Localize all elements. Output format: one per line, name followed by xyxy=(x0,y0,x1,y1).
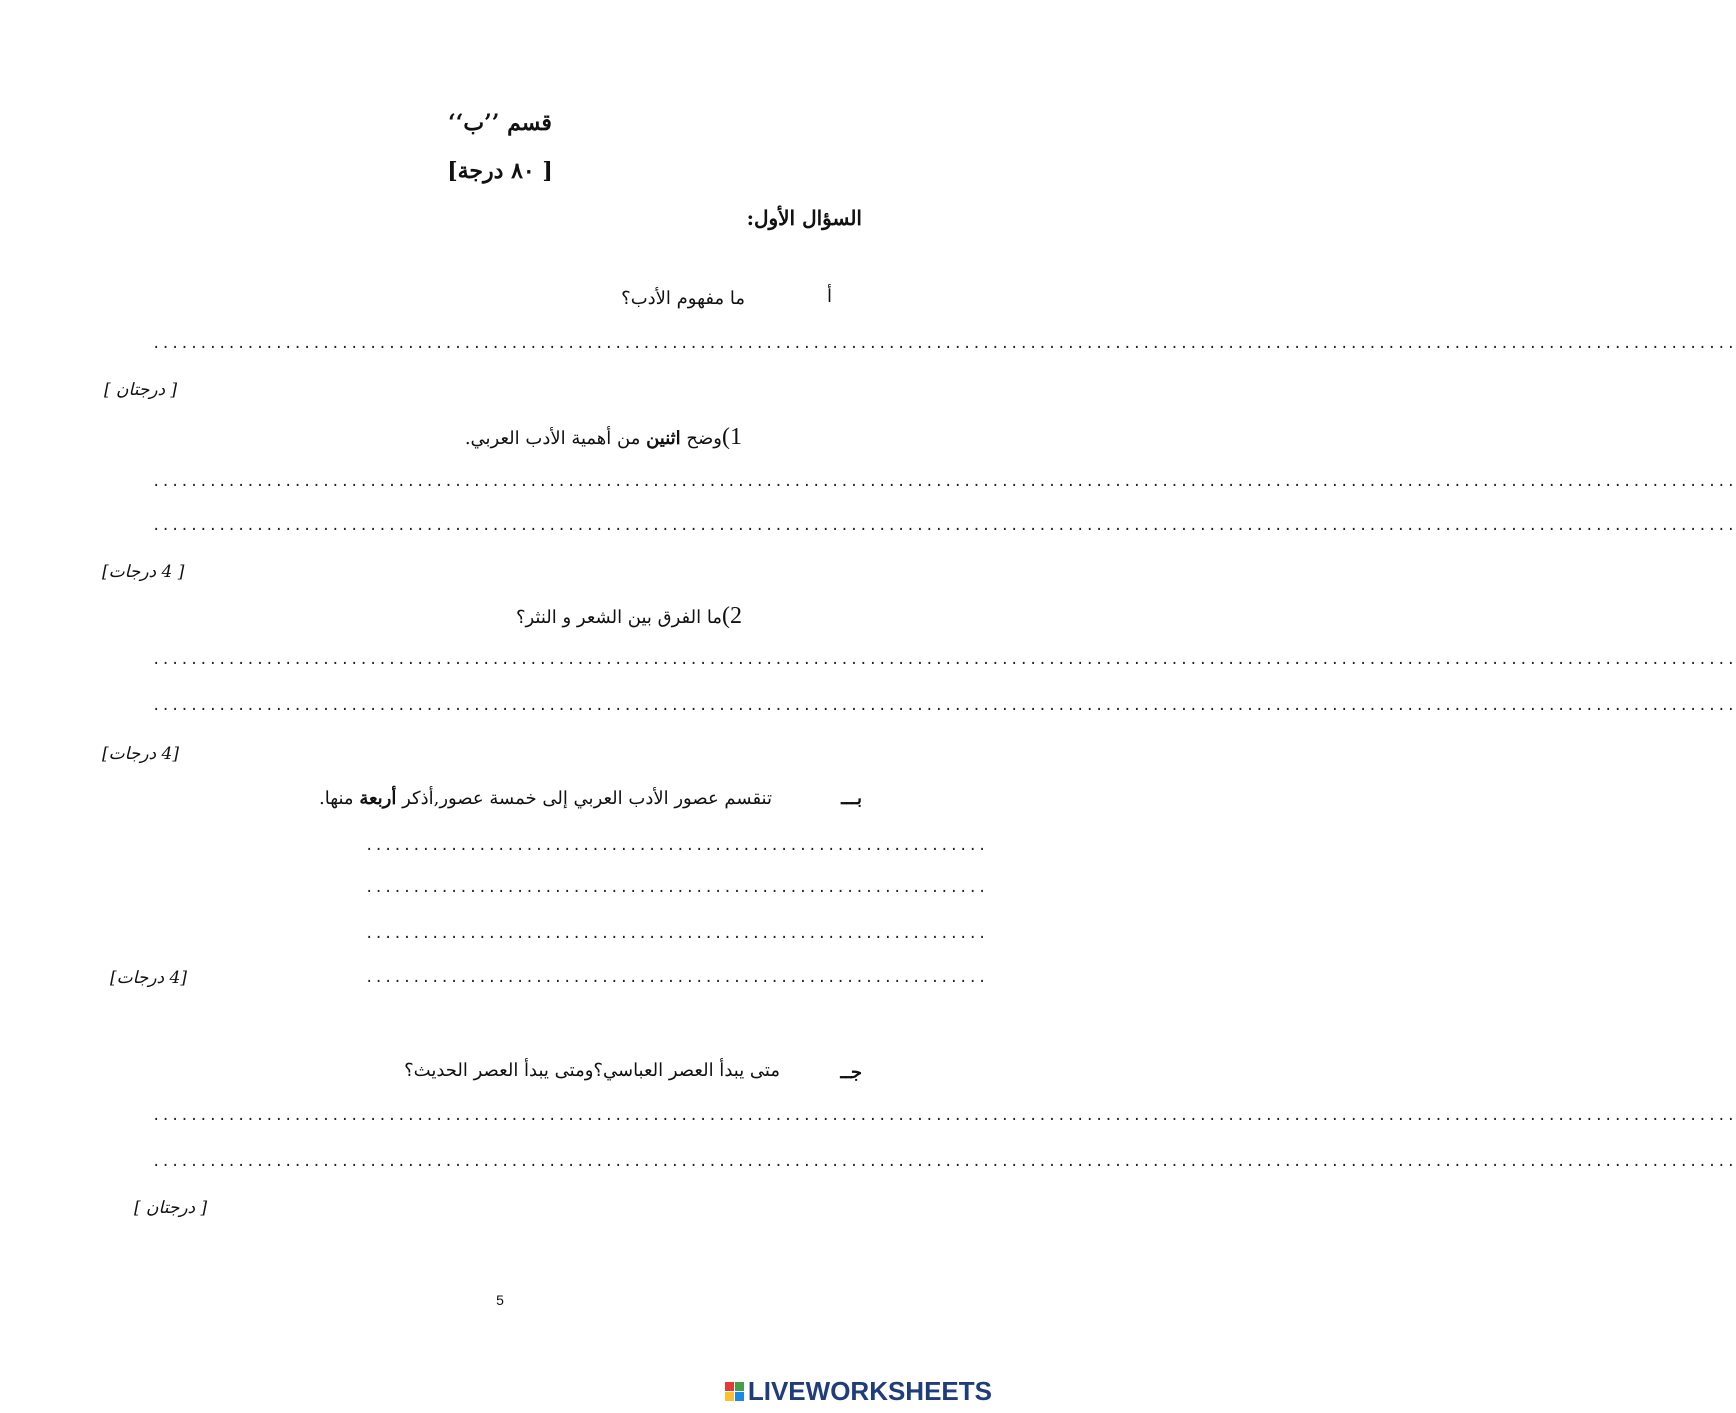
question-heading: السؤال الأول: xyxy=(746,206,862,230)
short-answer-line[interactable]: .................................................................. xyxy=(365,838,988,854)
sub1-question: 1)وضح اثنين من أهمية الأدب العربي. xyxy=(464,424,742,450)
part-c-question: متى يبدأ العصر العباسي؟ومتى يبدأ العصر الحديث؟ xyxy=(404,1060,780,1081)
part-a-letter: أ xyxy=(826,286,832,307)
part-a-question: ما مفهوم الأدب؟ xyxy=(621,288,745,309)
sub2-number: 2) xyxy=(722,603,742,629)
short-answer-line[interactable]: .................................................................. xyxy=(365,926,988,942)
part-b-marks: [4 درجات] xyxy=(110,968,187,988)
short-answer-line[interactable]: .................................................................. xyxy=(365,880,988,896)
part-c-letter: جــ xyxy=(840,1062,862,1083)
sub1-marks: [ 4 درجات] xyxy=(102,562,185,582)
part-b-question: تنقسم عصور الأدب العربي إلى خمسة عصور,أذكر أربعة منها. xyxy=(319,788,772,809)
answer-line[interactable]: ........................................................................................................................................................................ xyxy=(152,1108,1736,1124)
liveworksheets-grid-icon xyxy=(725,1382,744,1401)
answer-line[interactable]: ........................................................................................................................................................................ xyxy=(152,652,1736,668)
answer-line[interactable]: ........................................................................................................................................................................ xyxy=(152,474,1736,490)
page-number: 5 xyxy=(496,1292,504,1308)
section-title: قسم ’’ب‘‘ xyxy=(448,110,552,136)
part-b-letter: بـــ xyxy=(841,788,862,809)
sub2-question: 2)ما الفرق بين الشعر و النثر؟ xyxy=(515,603,742,629)
answer-line[interactable]: ........................................................................................................................................................................ xyxy=(152,1154,1736,1170)
answer-line[interactable]: ........................................................................................................................................................................ xyxy=(152,336,1736,352)
brand-text: LIVEWORKSHEETS xyxy=(747,1375,992,1406)
total-marks: [ ٨٠ درجة] xyxy=(447,158,553,184)
sub2-marks: [4 درجات] xyxy=(102,744,179,764)
short-answer-line[interactable]: .................................................................. xyxy=(365,970,988,986)
sub1-number: 1) xyxy=(722,424,742,450)
answer-line[interactable]: ........................................................................................................................................................................ xyxy=(152,518,1736,534)
part-c-marks: [ درجتان ] xyxy=(134,1198,208,1218)
answer-line[interactable]: ........................................................................................................................................................................ xyxy=(152,698,1736,714)
liveworksheets-logo xyxy=(725,1377,992,1405)
part-a-marks: [ درجتان ] xyxy=(104,380,178,400)
